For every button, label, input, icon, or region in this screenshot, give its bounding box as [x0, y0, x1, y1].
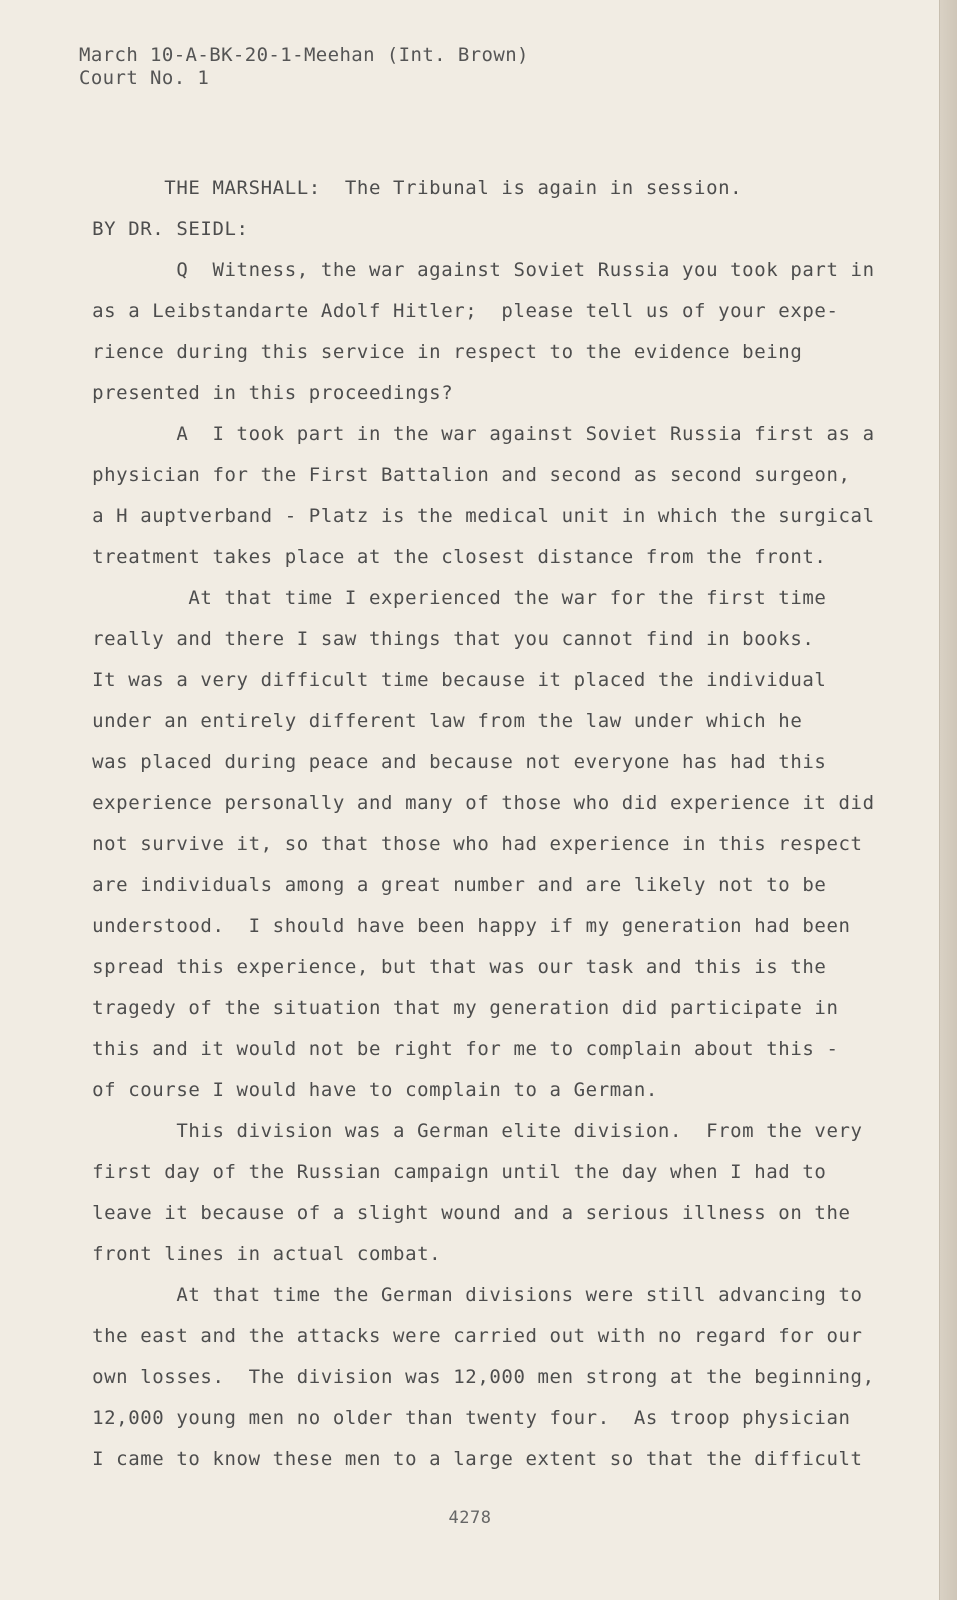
transcript-line: are individuals among a great number and are likely not to be: [68, 874, 827, 896]
transcript-line: a H auptverband - Platz is the medical unit in which the surgical: [68, 505, 875, 527]
transcript-line: under an entirely different law from the law under which he: [68, 710, 803, 732]
document-header: [79, 44, 529, 90]
transcript-line: spread this experience, but that was our task and this is the: [68, 956, 827, 978]
transcript-line: At that time I experienced the war for the first time: [68, 587, 827, 609]
transcript-line: It was a very difficult time because it placed the individual: [68, 669, 827, 691]
transcript-line: physician for the First Battalion and second as second surgeon,: [68, 464, 851, 486]
transcript-line: understood. I should have been happy if my generation had been: [68, 915, 851, 937]
transcript-line: really and there I saw things that you cannot find in books.: [68, 628, 815, 650]
transcript-line: This division was a German elite division. From the very: [68, 1120, 863, 1142]
transcript-line: of course I would have to complain to a German.: [68, 1079, 658, 1101]
transcript-line: BY DR. SEIDL:: [68, 218, 249, 240]
transcript-line: presented in this proceedings?: [68, 382, 454, 404]
transcript-line: 12,000 young men no older than twenty four. As troop physician: [68, 1407, 851, 1429]
transcript-line: not survive it, so that those who had experience in this respect: [68, 833, 863, 855]
transcript-line: was placed during peace and because not everyone has had this: [68, 751, 827, 773]
transcript-line: treatment takes place at the closest distance from the front.: [68, 546, 827, 568]
transcript-line: THE MARSHALL: The Tribunal is again in session.: [68, 177, 743, 199]
transcript-body: [68, 168, 875, 1480]
transcript-line: tragedy of the situation that my generation did participate in: [68, 997, 839, 1019]
transcript-line: the east and the attacks were carried out with no regard for our: [68, 1325, 863, 1347]
transcript-line: I came to know these men to a large extent so that the difficult: [68, 1448, 863, 1470]
transcript-line: as a Leibstandarte Adolf Hitler; please tell us of your expe-: [68, 300, 839, 322]
page-number: 4278: [448, 1508, 492, 1528]
transcript-line: first day of the Russian campaign until the day when I had to: [68, 1161, 827, 1183]
transcript-line: this and it would not be right for me to complain about this -: [68, 1038, 839, 1060]
transcript-line: front lines in actual combat.: [68, 1243, 442, 1265]
transcript-line: Q Witness, the war against Soviet Russia you took part in: [68, 259, 875, 281]
transcript-line: At that time the German divisions were still advancing to: [68, 1284, 863, 1306]
header-court-line: Court No. 1: [79, 67, 210, 89]
transcript-line: own losses. The division was 12,000 men strong at the beginning,: [68, 1366, 875, 1388]
transcript-line: rience during this service in respect to the evidence being: [68, 341, 803, 363]
header-session-line: March 10-A-BK-20-1-Meehan (Int. Brown): [79, 44, 529, 66]
transcript-line: A I took part in the war against Soviet Russia first as a: [68, 423, 875, 445]
transcript-line: leave it because of a slight wound and a serious illness on the: [68, 1202, 851, 1224]
page-edge: [939, 0, 957, 1600]
transcript-line: experience personally and many of those who did experience it did: [68, 792, 875, 814]
